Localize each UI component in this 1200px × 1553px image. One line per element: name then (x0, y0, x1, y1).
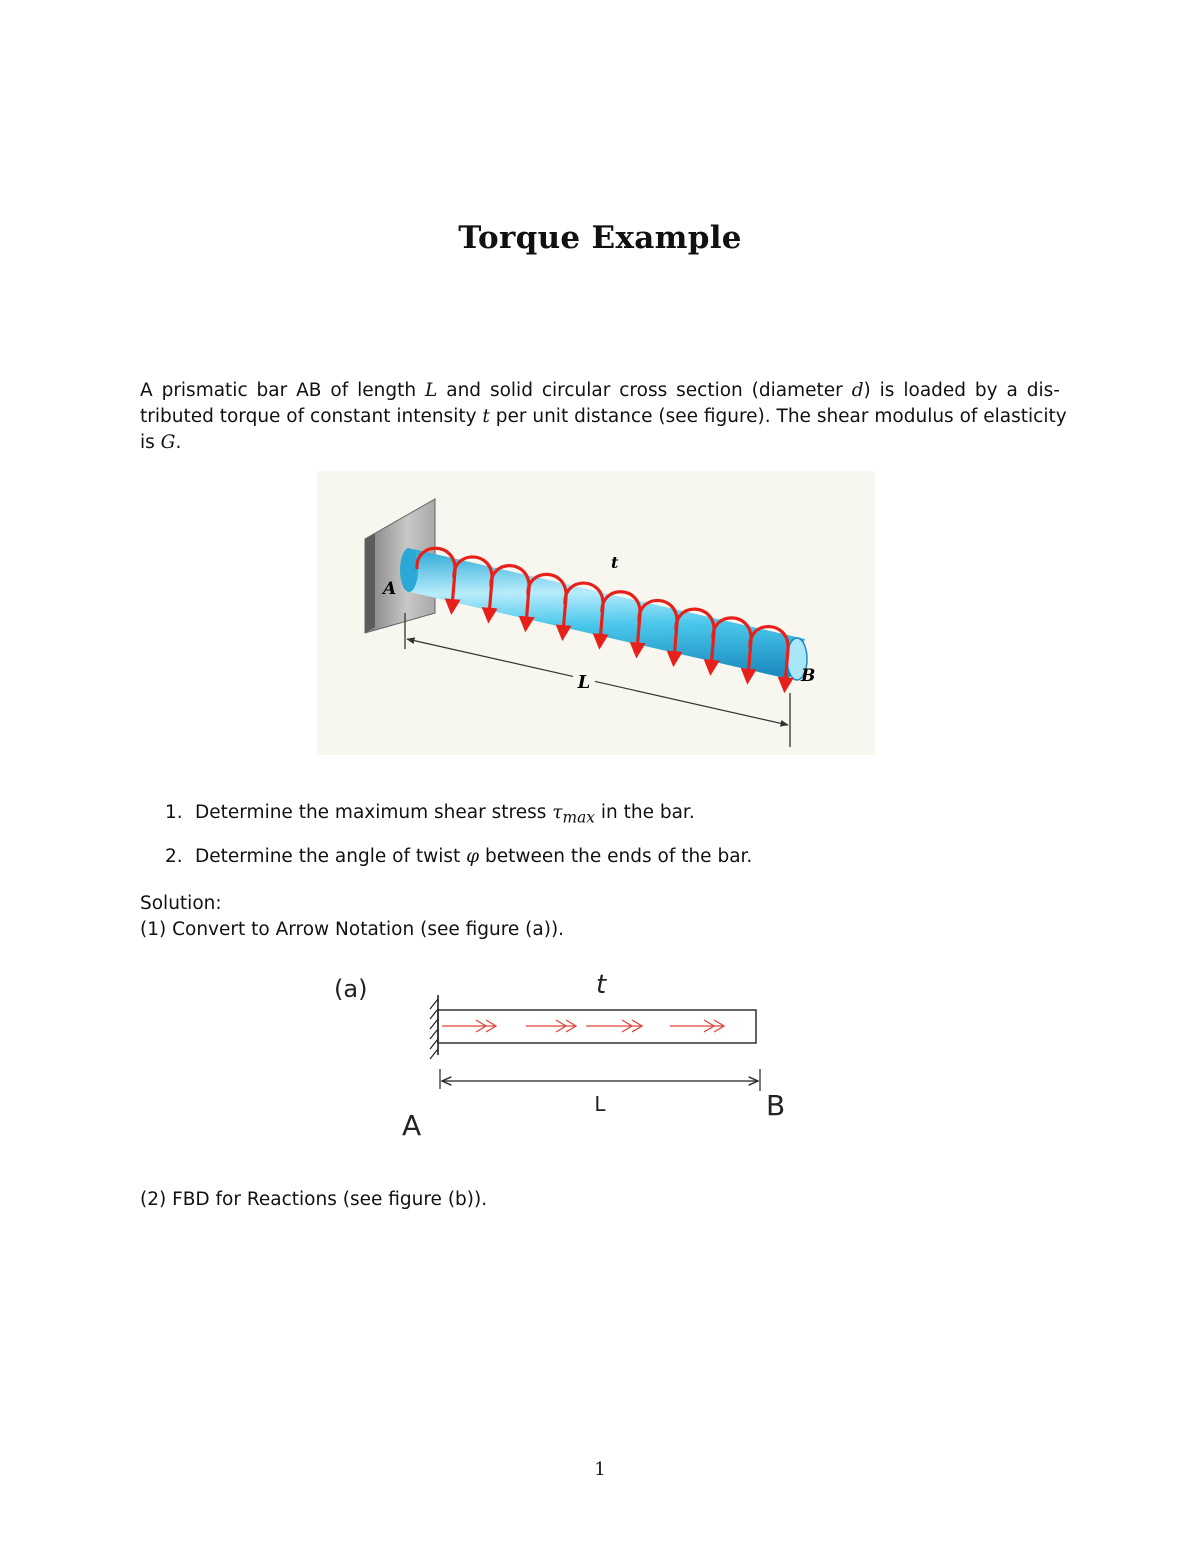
statement-line-1: A prismatic bar AB of length L and solid circular cross section (diameter d) is loaded by a dis- (140, 380, 1060, 401)
label-B: B (766, 1089, 786, 1122)
label-A: A (402, 1109, 422, 1142)
page-number: 1 (594, 1459, 606, 1480)
bar-torque-figure (317, 471, 875, 755)
solution-step-2: (2) FBD for Reactions (see figure (b)). (140, 1189, 488, 1210)
solution-block (140, 891, 564, 943)
question-1: 1. Determine the maximum shear stress $\tau_{max}$ in the bar. (165, 802, 695, 827)
question-list (165, 802, 752, 890)
arrow-notation-figure (320, 965, 800, 1145)
question-2: 2. Determine the angle of twist φ between the ends of the bar. (165, 846, 753, 867)
page-title: Torque Example (458, 220, 742, 256)
label-t: t (596, 970, 607, 1000)
label-B: B (801, 666, 816, 686)
label-L: L (594, 1092, 606, 1116)
label-L: L (577, 672, 591, 693)
distributed-torque-arrows (442, 1020, 724, 1032)
problem-statement (140, 378, 1067, 456)
wall-hatching (430, 999, 438, 1059)
figure-tag: (a) (334, 975, 368, 1003)
bar-torque-illustration (317, 471, 875, 755)
arrow-notation-sketch (320, 965, 800, 1145)
solution-heading: Solution: (140, 893, 222, 914)
prismatic-bar (405, 549, 805, 679)
label-t: t (611, 553, 619, 572)
statement-line-2: tributed torque of constant intensity t per unit distance (see figure). The shear modulus of elasticity (140, 406, 1067, 427)
statement-line-3: is G. (140, 432, 182, 453)
label-A: A (383, 579, 397, 599)
solution-step-1: (1) Convert to Arrow Notation (see figure (a)). (140, 919, 565, 940)
